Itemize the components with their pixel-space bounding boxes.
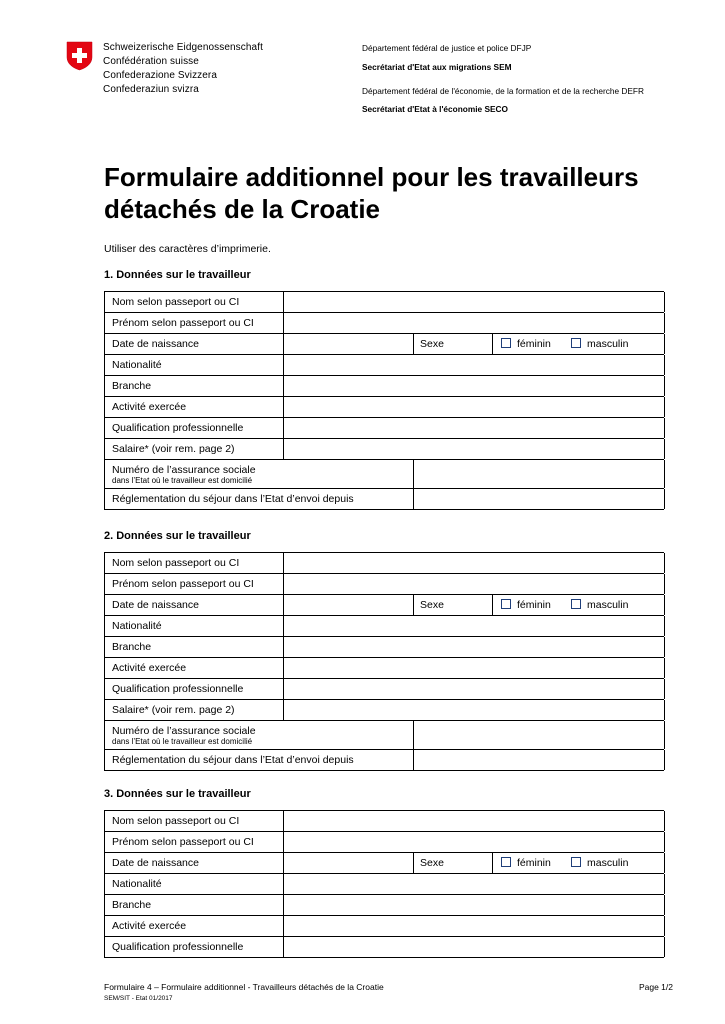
checkbox-label: masculin (587, 857, 629, 869)
footer-title: Formulaire 4 – Formulaire additionnel - Travailleurs détachés de la Croatie (104, 982, 384, 992)
worker-table-1 (104, 291, 664, 510)
checkbox-label: féminin (517, 857, 551, 869)
secretariat-seco: Secrétariat d'Etat à l'économie SECO (362, 104, 508, 114)
prenom-input[interactable] (284, 313, 664, 333)
field-label: Sexe (420, 599, 444, 611)
table-row (105, 460, 664, 489)
feminin-checkbox[interactable] (501, 857, 511, 867)
footer-version: SEM/SIT - Etat 01/2017 (104, 995, 173, 1002)
reglementation-input[interactable] (414, 750, 664, 770)
activite-input[interactable] (284, 397, 664, 417)
confederation-name (103, 41, 263, 97)
table-row (105, 376, 664, 397)
feminin-checkbox[interactable] (501, 599, 511, 609)
table-row (105, 895, 664, 916)
instruction-text: Utiliser des caractères d’imprimerie. (104, 243, 271, 255)
field-label: Prénom selon passeport ou CI (112, 578, 254, 590)
checkbox-label: féminin (517, 599, 551, 611)
checkbox-label: féminin (517, 338, 551, 350)
branche-input[interactable] (284, 637, 664, 657)
table-row (105, 595, 664, 616)
page-title (104, 161, 639, 225)
field-label: Branche (112, 899, 152, 911)
salaire-input[interactable] (284, 439, 664, 459)
masculin-checkbox[interactable] (571, 338, 581, 348)
field-label: Date de naissance (112, 599, 199, 611)
masculin-checkbox[interactable] (571, 599, 581, 609)
field-label: Réglementation du séjour dans l’Etat d’envoi depuis (112, 493, 354, 505)
table-row (105, 679, 664, 700)
field-label: Qualification professionnelle (112, 941, 244, 953)
field-label: Sexe (420, 338, 444, 350)
table-row (105, 916, 664, 937)
title-line: Formulaire additionnel pour les travailleurs (104, 162, 639, 192)
field-label: Prénom selon passeport ou CI (112, 317, 254, 329)
checkbox-label: masculin (587, 599, 629, 611)
checkbox-label: masculin (587, 338, 629, 350)
table-row (105, 292, 664, 313)
field-sublabel: dans l’Etat où le travailleur est domicilié (112, 737, 253, 746)
field-label: Date de naissance (112, 338, 199, 350)
prenom-input[interactable] (284, 574, 664, 594)
field-label: Activité exercée (112, 920, 187, 932)
nom-input[interactable] (284, 811, 664, 831)
department-defr: Département fédéral de l'économie, de la formation et de la recherche DEFR (362, 86, 644, 96)
nationalite-input[interactable] (284, 874, 664, 894)
table-row (105, 334, 664, 355)
section-title: 2. Données sur le travailleur (104, 530, 251, 542)
confederation-line: Confederaziun svizra (103, 84, 199, 95)
field-label: Nationalité (112, 359, 162, 371)
table-row (105, 937, 664, 958)
field-label: Sexe (420, 857, 444, 869)
field-sublabel: dans l’Etat où le travailleur est domicilié (112, 476, 253, 485)
date-input[interactable] (284, 595, 413, 615)
confederation-line: Confédération suisse (103, 56, 199, 67)
table-row (105, 874, 664, 895)
table-row (105, 721, 664, 750)
nom-input[interactable] (284, 292, 664, 312)
table-row (105, 750, 664, 771)
worker-table-2 (104, 552, 664, 771)
field-label: Activité exercée (112, 401, 187, 413)
table-row (105, 832, 664, 853)
table-row (105, 439, 664, 460)
department-dfjp: Département fédéral de justice et police DFJP (362, 43, 532, 53)
table-row (105, 700, 664, 721)
activite-input[interactable] (284, 658, 664, 678)
secretariat-sem: Secrétariat d'Etat aux migrations SEM (362, 62, 512, 72)
field-label: Salaire* (voir rem. page 2) (112, 704, 235, 716)
table-row (105, 658, 664, 679)
nationalite-input[interactable] (284, 616, 664, 636)
table-row (105, 853, 664, 874)
field-label: Qualification professionnelle (112, 683, 244, 695)
branche-input[interactable] (284, 895, 664, 915)
table-row (105, 811, 664, 832)
table-row (105, 355, 664, 376)
page-number: Page 1/2 (638, 982, 673, 992)
masculin-checkbox[interactable] (571, 857, 581, 867)
field-label: Nom selon passeport ou CI (112, 296, 240, 308)
field-label: Nom selon passeport ou CI (112, 557, 240, 569)
confederation-line: Confederazione Svizzera (103, 70, 218, 81)
table-row (105, 574, 664, 595)
branche-input[interactable] (284, 376, 664, 396)
assurance-input[interactable] (414, 460, 664, 488)
field-label: Nom selon passeport ou CI (112, 815, 240, 827)
field-label: Nationalité (112, 620, 162, 632)
activite-input[interactable] (284, 916, 664, 936)
qualification-input[interactable] (284, 418, 664, 438)
qualification-input[interactable] (284, 937, 664, 957)
table-row (105, 313, 664, 334)
prenom-input[interactable] (284, 832, 664, 852)
nationalite-input[interactable] (284, 355, 664, 375)
field-label: Salaire* (voir rem. page 2) (112, 443, 235, 455)
reglementation-input[interactable] (414, 489, 664, 509)
table-row (105, 397, 664, 418)
field-label: Date de naissance (112, 857, 199, 869)
confederation-line: Schweizerische Eidgenossenschaft (103, 42, 263, 53)
field-label: Numéro de l’assurance sociale (112, 464, 256, 476)
table-row (105, 637, 664, 658)
field-label: Activité exercée (112, 662, 187, 674)
field-label: Prénom selon passeport ou CI (112, 836, 254, 848)
table-row (105, 489, 664, 510)
feminin-checkbox[interactable] (501, 338, 511, 348)
nom-input[interactable] (284, 553, 664, 573)
date-input[interactable] (284, 334, 413, 354)
worker-table-3 (104, 810, 664, 958)
salaire-input[interactable] (284, 700, 664, 720)
table-row (105, 616, 664, 637)
section-title: 3. Données sur le travailleur (104, 788, 251, 800)
date-input[interactable] (284, 853, 413, 873)
title-line: détachés de la Croatie (104, 194, 380, 224)
section-title: 1. Données sur le travailleur (104, 269, 251, 281)
swiss-cross-logo (66, 41, 93, 71)
qualification-input[interactable] (284, 679, 664, 699)
assurance-input[interactable] (414, 721, 664, 749)
field-label: Branche (112, 641, 152, 653)
field-label: Numéro de l’assurance sociale (112, 725, 256, 737)
table-row (105, 553, 664, 574)
field-label: Nationalité (112, 878, 162, 890)
field-label: Qualification professionnelle (112, 422, 244, 434)
field-label: Branche (112, 380, 152, 392)
field-label: Réglementation du séjour dans l’Etat d’envoi depuis (112, 754, 354, 766)
table-row (105, 418, 664, 439)
